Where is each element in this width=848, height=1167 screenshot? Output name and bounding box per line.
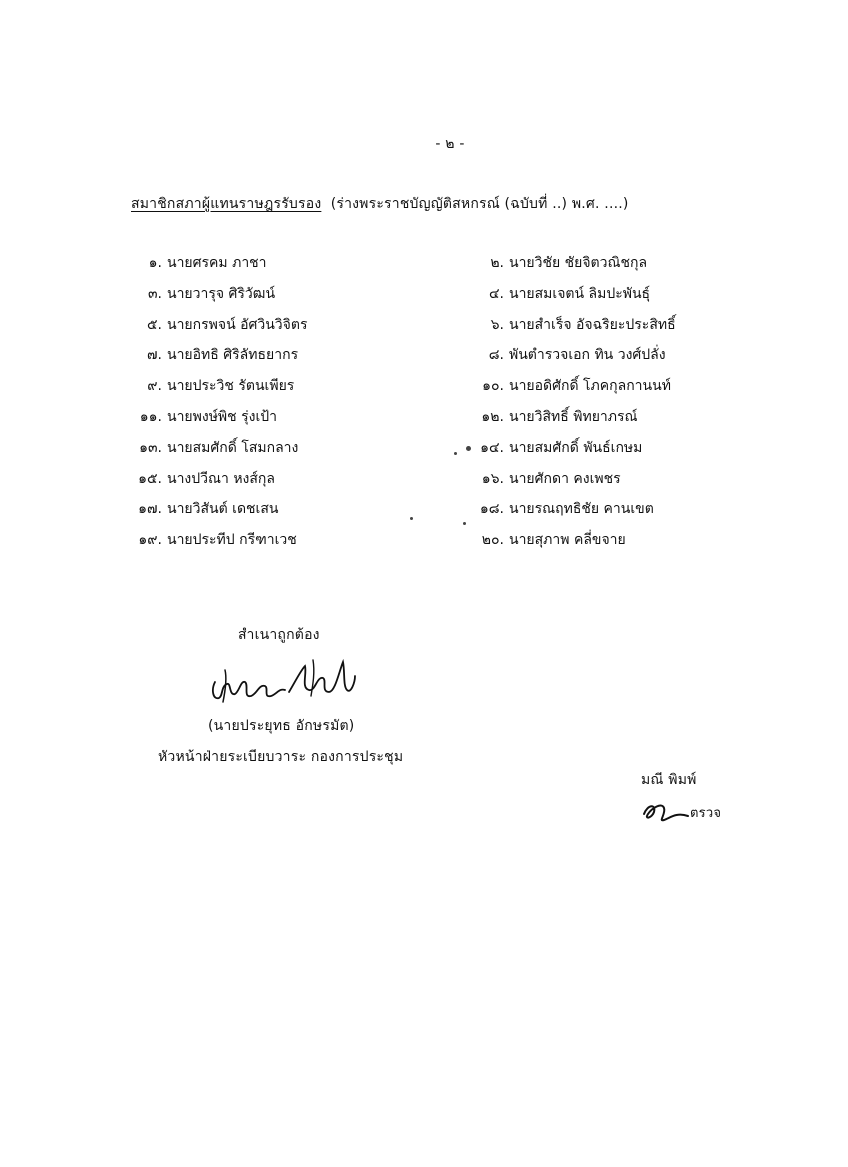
scan-speck [454,452,457,455]
member-entry [478,377,671,395]
member-entry [136,285,275,303]
member-name: นายกรพจน์ อัศวินวิจิตร [167,316,308,333]
scan-speck [410,517,413,520]
member-entry [136,500,278,518]
member-name: นายอดิศักดิ์ โภคกุลกานนท์ [509,378,671,395]
scan-speck [466,446,471,451]
member-name: นายวิสิทธิ์ พิทยาภรณ์ [509,409,638,425]
member-number: ๒๐. [481,532,504,549]
member-entry [478,439,642,457]
member-entry [478,531,626,549]
member-entry [136,254,267,272]
initials-signature [640,798,692,828]
member-name: นายศักดา คงเพชร [509,470,621,487]
member-entry [136,408,277,426]
member-number: ๕. [146,316,162,333]
member-name: นายสุภาพ คลี่ขจาย [509,532,626,549]
member-entry [478,285,650,303]
member-name: นายสมศักดิ์ โสมกลาง [167,439,299,456]
member-name: นายศรคม ภาชา [167,255,267,271]
member-name: นายสมศักดิ์ พันธ์เกษม [509,439,643,456]
member-entry [478,500,654,518]
member-entry [136,377,294,395]
member-entry [136,316,308,334]
member-entry [478,470,621,488]
heading-bill: (ร่างพระราชบัญญัติสหกรณ์ (ฉบับที่ ..) พ.ศ. ....) [330,196,629,212]
member-name: นายรณฤทธิชัย คานเขต [509,501,654,518]
member-entry [478,254,647,272]
member-number: ๑๓. [139,439,162,456]
member-number: ๑๕. [138,470,162,487]
signer-title: หัวหน้าฝ่ายระเบียบวาระ กองการประชุม [158,749,404,765]
member-name: นายพงษ์พิช รุ่งเป้า [167,409,277,425]
member-number: ๑๙. [138,532,162,549]
member-entry [478,316,676,334]
member-number: ๖. [490,316,504,333]
member-name: นายประทีป กรีฑาเวช [167,532,297,549]
member-entry [136,470,275,488]
member-number: ๔. [488,285,504,302]
member-number: ๒. [490,255,504,271]
member-number: ๑๔. [480,439,504,456]
scan-speck [463,522,466,525]
member-name: พันตำรวจเอก ทิน วงศ์ปลั่ง [509,347,666,364]
member-name: นายสมเจตน์ ลิมปะพันธุ์ [509,285,651,302]
member-number: ๑๒. [481,409,504,425]
member-number: ๑๘. [479,501,504,518]
heading-title: สมาชิกสภาผู้แทนราษฎรรับรอง [131,196,322,212]
member-name: นายวิชัย ชัยจิตวณิชกุล [509,255,648,271]
member-name: นายประวิช รัตนเพียร [167,378,295,395]
certified-copy-label: สำเนาถูกต้อง [238,627,320,643]
member-entry [478,346,666,364]
member-number: ๑๗. [138,501,162,518]
member-number: ๑๖. [481,470,504,487]
member-name: นายสำเร็จ อัจฉริยะประสิทธิ์ [509,316,676,333]
member-entry [136,439,298,457]
member-number: ๑๑. [139,409,162,425]
page-number: - ๒ - [435,136,465,152]
member-number: ๓. [147,285,162,302]
typist-note: มณี พิมพ์ [641,772,697,788]
member-number: ๘. [488,347,504,364]
member-number: ๙. [147,378,162,395]
member-entry [136,346,298,364]
signer-name: (นายประยุทธ อักษรมัต) [208,718,355,734]
signature-image [205,652,365,710]
member-entry [478,408,638,426]
member-number: ๑๐. [482,378,504,395]
checker-note: ตรวจ [690,806,722,821]
member-name: นายวิสันต์ เดชเสน [167,501,279,518]
member-name: นางปวีณา หงส์กุล [167,470,275,487]
member-name: นายอิทธิ ศิริลัทธยากร [167,347,299,364]
member-number: ๗. [147,347,162,364]
member-number: ๑. [148,255,162,271]
member-name: นายวารุจ ศิริวัฒน์ [167,285,276,302]
document-heading [131,195,629,213]
member-entry [136,531,297,549]
